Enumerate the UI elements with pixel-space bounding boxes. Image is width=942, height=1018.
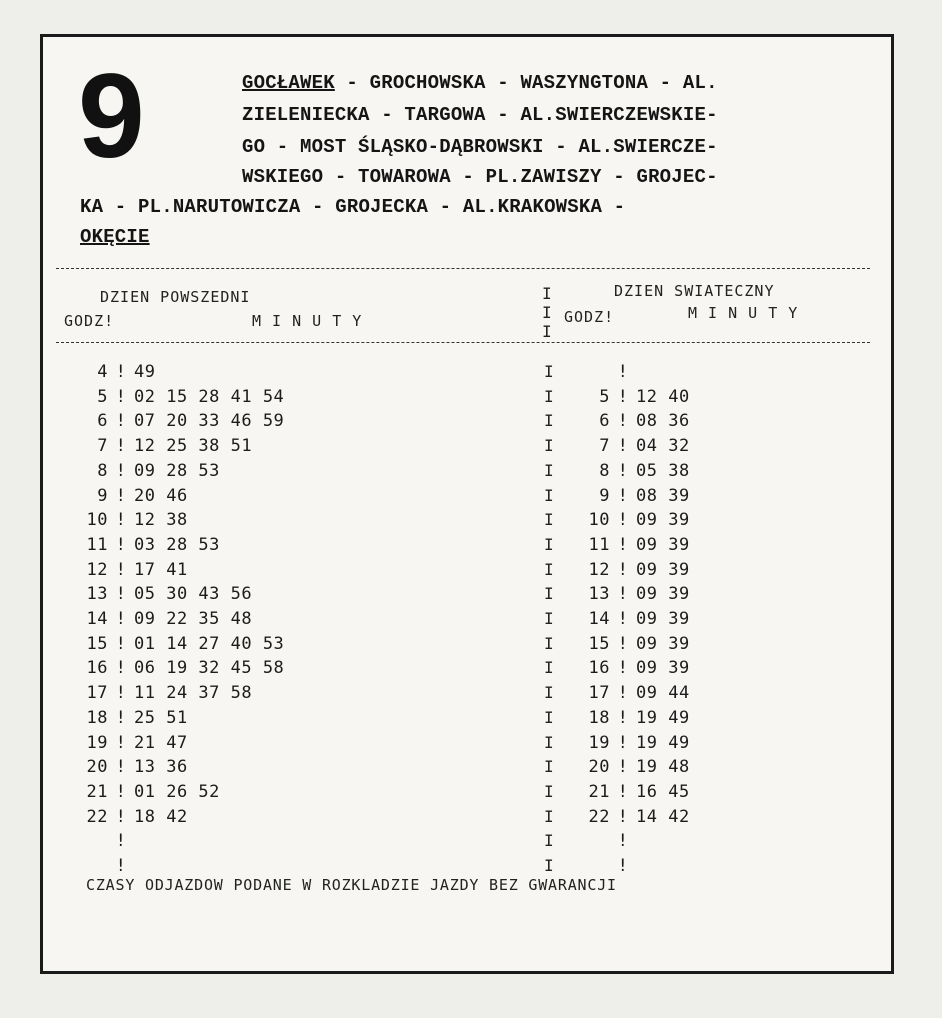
header-divider-bottom bbox=[56, 342, 870, 343]
weekday-row bbox=[80, 658, 284, 678]
holiday-row bbox=[582, 733, 690, 753]
route-line-5: KA - PL.NARUTOWICZA - GROJECKA - AL.KRAKOWSKA - bbox=[80, 196, 626, 218]
route-line-3: GO - MOST ŚLĄSKO-DĄBROWSKI - AL.SWIERCZE- bbox=[242, 136, 718, 158]
route-line-4: WSKIEGO - TOWAROWA - PL.ZAWISZY - GROJEC- bbox=[242, 166, 718, 188]
route-line-1 bbox=[242, 72, 718, 94]
holiday-hour: 5 bbox=[599, 386, 610, 407]
weekday-hour: 9 bbox=[97, 485, 108, 506]
holiday-hour: 22 bbox=[588, 806, 610, 827]
weekday-minutes: 01 26 52 bbox=[134, 781, 220, 802]
holiday-minutes: 12 40 bbox=[636, 386, 690, 407]
weekday-row bbox=[80, 411, 284, 431]
column-separator-mark: I bbox=[544, 559, 554, 579]
holiday-hour: 11 bbox=[588, 534, 610, 555]
holiday-hour-separator: ! bbox=[617, 436, 629, 457]
weekday-minutes: 21 47 bbox=[134, 732, 188, 753]
weekday-hour: 5 bbox=[97, 386, 108, 407]
weekday-row bbox=[80, 387, 284, 407]
holiday-minutes: 09 39 bbox=[636, 633, 690, 654]
header-divider-top bbox=[56, 268, 870, 269]
weekday-row bbox=[80, 807, 188, 827]
holiday-godz-label: GODZ! bbox=[564, 308, 615, 326]
column-separator-header: I I I bbox=[542, 284, 552, 341]
holiday-row bbox=[582, 486, 690, 506]
holiday-row bbox=[582, 683, 690, 703]
holiday-row bbox=[582, 436, 690, 456]
holiday-hour: 12 bbox=[588, 559, 610, 580]
weekday-minutes: 49 bbox=[134, 362, 156, 382]
weekday-hour-separator: ! bbox=[115, 460, 127, 481]
weekday-minutes: 17 41 bbox=[134, 559, 188, 580]
weekday-hour-separator: ! bbox=[115, 683, 127, 704]
holiday-hour: 13 bbox=[588, 584, 610, 605]
column-separator-mark: I bbox=[544, 707, 554, 727]
weekday-minutes: 20 46 bbox=[134, 485, 188, 506]
weekday-row bbox=[80, 584, 252, 604]
weekday-hour: 8 bbox=[97, 460, 108, 481]
holiday-hour-separator: ! bbox=[617, 831, 629, 852]
holiday-hour: 15 bbox=[588, 633, 610, 654]
weekday-row bbox=[80, 560, 188, 580]
column-separator-mark: I bbox=[544, 683, 554, 703]
holiday-row bbox=[582, 560, 690, 580]
holiday-row bbox=[582, 411, 690, 431]
weekday-godz-label: GODZ! bbox=[64, 312, 115, 330]
weekday-hour-separator: ! bbox=[115, 806, 127, 827]
weekday-hour-separator: ! bbox=[115, 534, 127, 555]
weekday-row bbox=[80, 683, 252, 703]
weekday-hour-separator: ! bbox=[115, 633, 127, 654]
holiday-row bbox=[582, 708, 690, 728]
weekday-hour: 4 bbox=[97, 362, 108, 382]
weekday-hour: 16 bbox=[86, 658, 108, 679]
weekday-row bbox=[80, 436, 252, 456]
weekday-minutes: 12 25 38 51 bbox=[134, 436, 253, 457]
column-separator-mark: I bbox=[544, 436, 554, 456]
holiday-minutes: 19 49 bbox=[636, 732, 690, 753]
weekday-row bbox=[80, 461, 220, 481]
holiday-hour-separator: ! bbox=[617, 658, 629, 679]
weekday-row bbox=[80, 708, 188, 728]
route-line-2: ZIELENIECKA - TARGOWA - AL.SWIERCZEWSKIE- bbox=[242, 104, 718, 126]
weekday-hour: 13 bbox=[86, 584, 108, 605]
holiday-hour-separator: ! bbox=[617, 485, 629, 506]
holiday-hour-separator: ! bbox=[617, 609, 629, 629]
weekday-hour-separator: ! bbox=[115, 386, 127, 407]
weekday-minutes: 18 42 bbox=[134, 806, 188, 827]
weekday-minuty-label: M I N U T Y bbox=[252, 312, 363, 330]
holiday-minutes: 08 39 bbox=[636, 485, 690, 506]
holiday-hour: 17 bbox=[588, 683, 610, 704]
holiday-row bbox=[582, 387, 690, 407]
holiday-minutes: 08 36 bbox=[636, 411, 690, 432]
disclaimer-footer: CZASY ODJAZDOW PODANE W ROZKLADZIE JAZDY BEZ GWARANCJI bbox=[86, 876, 617, 894]
weekday-row bbox=[80, 362, 155, 382]
holiday-row bbox=[582, 634, 690, 654]
weekday-minutes: 07 20 33 46 59 bbox=[134, 411, 285, 432]
holiday-hour-separator: ! bbox=[617, 683, 629, 704]
holiday-minuty-label: M I N U T Y bbox=[688, 304, 799, 322]
weekday-hour: 6 bbox=[97, 411, 108, 432]
holiday-minutes: 09 39 bbox=[636, 609, 690, 629]
weekday-hour-separator: ! bbox=[115, 781, 127, 802]
holiday-hour: 6 bbox=[599, 411, 610, 432]
weekday-hour-separator: ! bbox=[115, 510, 127, 531]
holiday-hour-separator: ! bbox=[617, 856, 629, 876]
holiday-minutes: 19 48 bbox=[636, 757, 690, 778]
column-separator-mark: I bbox=[544, 757, 554, 777]
holiday-row bbox=[582, 461, 690, 481]
holiday-hour-separator: ! bbox=[617, 362, 629, 382]
weekday-hour: 7 bbox=[97, 436, 108, 457]
holiday-minutes: 05 38 bbox=[636, 460, 690, 481]
route-end-stop: OKĘCIE bbox=[80, 226, 150, 248]
column-separator-mark: I bbox=[544, 633, 554, 653]
holiday-hour: 20 bbox=[588, 757, 610, 778]
holiday-row bbox=[582, 856, 636, 876]
holiday-hour-separator: ! bbox=[617, 633, 629, 654]
weekday-hour: 21 bbox=[86, 781, 108, 802]
holiday-hour-separator: ! bbox=[617, 757, 629, 778]
weekday-minutes: 12 38 bbox=[134, 510, 188, 531]
holiday-minutes: 09 39 bbox=[636, 510, 690, 531]
holiday-row bbox=[582, 658, 690, 678]
weekday-hour: 20 bbox=[86, 757, 108, 778]
weekday-hour-separator: ! bbox=[115, 609, 127, 629]
weekday-hour-separator: ! bbox=[115, 485, 127, 506]
weekday-hour-separator: ! bbox=[115, 436, 127, 457]
holiday-row bbox=[582, 807, 690, 827]
column-separator-mark: I bbox=[544, 362, 554, 381]
holiday-row bbox=[582, 362, 636, 382]
holiday-title: DZIEN SWIATECZNY bbox=[614, 282, 775, 300]
column-separator-mark: I bbox=[544, 534, 554, 554]
holiday-row bbox=[582, 609, 690, 629]
weekday-hour: 22 bbox=[86, 806, 108, 827]
weekday-minutes: 25 51 bbox=[134, 707, 188, 728]
holiday-hour: 8 bbox=[599, 460, 610, 481]
weekday-hour: 18 bbox=[86, 707, 108, 728]
column-separator-mark: I bbox=[544, 831, 554, 851]
weekday-minutes: 05 30 43 56 bbox=[134, 584, 253, 605]
holiday-minutes: 09 39 bbox=[636, 584, 690, 605]
column-separator-mark: I bbox=[544, 856, 554, 875]
holiday-minutes: 19 49 bbox=[636, 707, 690, 728]
weekday-hour: 19 bbox=[86, 732, 108, 753]
holiday-hour: 7 bbox=[599, 436, 610, 457]
weekday-hour-separator: ! bbox=[115, 658, 127, 679]
holiday-minutes: 16 45 bbox=[636, 781, 690, 802]
weekday-hour: 10 bbox=[86, 510, 108, 531]
holiday-row bbox=[582, 831, 636, 851]
weekday-row bbox=[80, 486, 188, 506]
weekday-title: DZIEN POWSZEDNI bbox=[100, 288, 251, 306]
weekday-row bbox=[80, 782, 220, 802]
holiday-minutes: 09 39 bbox=[636, 534, 690, 555]
column-separator-mark: I bbox=[544, 732, 554, 752]
holiday-minutes: 04 32 bbox=[636, 436, 690, 457]
weekday-hour-separator: ! bbox=[115, 856, 127, 876]
weekday-minutes: 09 28 53 bbox=[134, 460, 220, 481]
weekday-minutes: 09 22 35 48 bbox=[134, 609, 253, 629]
weekday-hour: 17 bbox=[86, 683, 108, 704]
holiday-row bbox=[582, 535, 690, 555]
column-separator-mark: I bbox=[544, 806, 554, 826]
holiday-row bbox=[582, 782, 690, 802]
holiday-hour-separator: ! bbox=[617, 707, 629, 728]
weekday-hour-separator: ! bbox=[115, 732, 127, 753]
holiday-row bbox=[582, 510, 690, 530]
holiday-hour: 10 bbox=[588, 510, 610, 531]
holiday-hour-separator: ! bbox=[617, 460, 629, 481]
holiday-hour-separator: ! bbox=[617, 534, 629, 555]
column-separator-mark: I bbox=[544, 386, 554, 406]
holiday-hour: 14 bbox=[588, 609, 610, 629]
weekday-row bbox=[80, 757, 188, 777]
weekday-hour-separator: ! bbox=[115, 707, 127, 728]
column-separator-mark: I bbox=[544, 411, 554, 431]
weekday-hour: 15 bbox=[86, 633, 108, 654]
column-separator-mark: I bbox=[544, 460, 554, 480]
holiday-row bbox=[582, 757, 690, 777]
holiday-hour: 21 bbox=[588, 781, 610, 802]
holiday-minutes: 09 44 bbox=[636, 683, 690, 704]
weekday-hour-separator: ! bbox=[115, 831, 127, 852]
holiday-hour: 16 bbox=[588, 658, 610, 679]
weekday-row bbox=[80, 733, 188, 753]
weekday-minutes: 03 28 53 bbox=[134, 534, 220, 555]
holiday-hour: 18 bbox=[588, 707, 610, 728]
weekday-hour-separator: ! bbox=[115, 584, 127, 605]
holiday-hour-separator: ! bbox=[617, 386, 629, 407]
holiday-minutes: 09 39 bbox=[636, 559, 690, 580]
weekday-hour-separator: ! bbox=[115, 559, 127, 580]
holiday-hour-separator: ! bbox=[617, 584, 629, 605]
weekday-hour-separator: ! bbox=[115, 757, 127, 778]
column-separator-mark: I bbox=[544, 485, 554, 505]
column-separator-mark: I bbox=[544, 781, 554, 801]
holiday-hour: 19 bbox=[588, 732, 610, 753]
weekday-minutes: 06 19 32 45 58 bbox=[134, 658, 285, 679]
weekday-row bbox=[80, 535, 220, 555]
weekday-row bbox=[80, 831, 134, 851]
holiday-minutes: 14 42 bbox=[636, 806, 690, 827]
weekday-hour-separator: ! bbox=[115, 411, 127, 432]
weekday-hour: 12 bbox=[86, 559, 108, 580]
holiday-hour-separator: ! bbox=[617, 411, 629, 432]
holiday-hour: 9 bbox=[599, 485, 610, 506]
weekday-row bbox=[80, 856, 134, 876]
weekday-minutes: 02 15 28 41 54 bbox=[134, 386, 285, 407]
weekday-hour: 14 bbox=[86, 609, 108, 629]
holiday-hour-separator: ! bbox=[617, 781, 629, 802]
weekday-hour: 11 bbox=[86, 534, 108, 555]
weekday-minutes: 11 24 37 58 bbox=[134, 683, 253, 704]
holiday-hour-separator: ! bbox=[617, 559, 629, 580]
route-line-1-rest: - GROCHOWSKA - WASZYNGTONA - AL. bbox=[334, 72, 718, 94]
holiday-hour-separator: ! bbox=[617, 510, 629, 531]
holiday-hour-separator: ! bbox=[617, 732, 629, 753]
column-separator-mark: I bbox=[544, 658, 554, 678]
route-number: 9 bbox=[78, 49, 145, 183]
weekday-row bbox=[80, 634, 284, 654]
weekday-minutes: 13 36 bbox=[134, 757, 188, 778]
route-start-stop: GOCŁAWEK bbox=[242, 72, 335, 94]
column-separator-mark: I bbox=[544, 510, 554, 530]
column-separator-mark: I bbox=[544, 609, 554, 628]
holiday-row bbox=[582, 584, 690, 604]
weekday-minutes: 01 14 27 40 53 bbox=[134, 633, 285, 654]
weekday-row bbox=[80, 510, 188, 530]
holiday-minutes: 09 39 bbox=[636, 658, 690, 679]
weekday-hour-separator: ! bbox=[115, 362, 127, 382]
holiday-hour-separator: ! bbox=[617, 806, 629, 827]
column-separator-mark: I bbox=[544, 584, 554, 604]
weekday-row bbox=[80, 609, 252, 629]
